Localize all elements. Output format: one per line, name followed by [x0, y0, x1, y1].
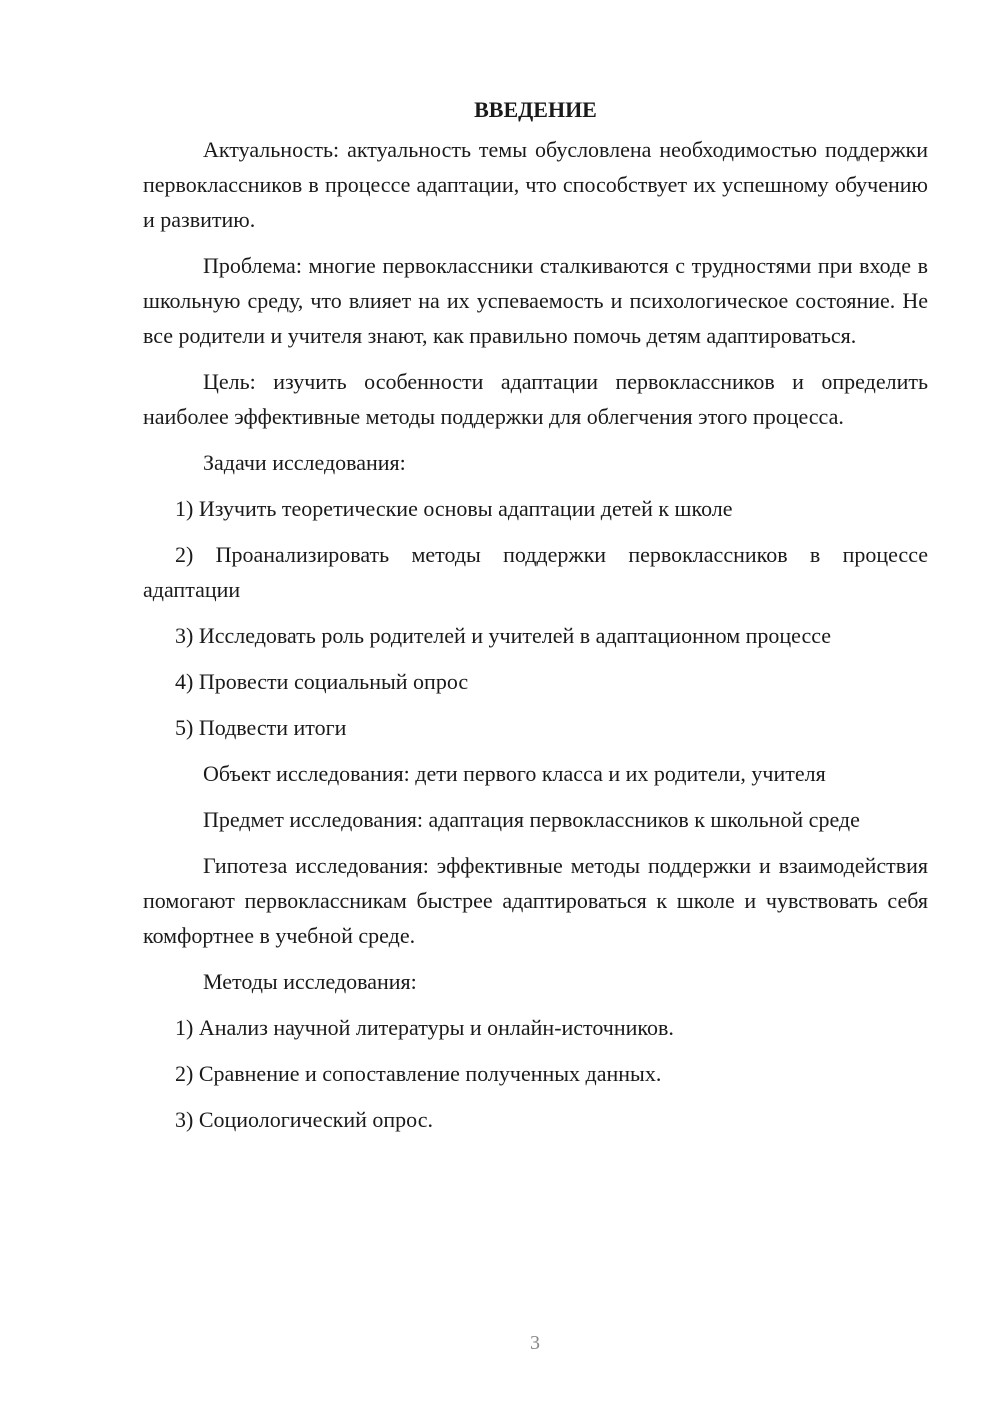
goal-paragraph: Цель: изучить особенности адаптации первоклассников и определить наиболее эффективные методы поддержки для облегчения этого процесса.: [143, 369, 928, 429]
method-item: 3) Социологический опрос.: [175, 1107, 433, 1132]
section-title: ВВЕДЕНИЕ: [474, 97, 597, 122]
hypothesis-paragraph: Гипотеза исследования: эффективные методы поддержки и взаимодействия помогают первоклассникам быстрее адаптироваться к школе и чувствовать себя комфортнее в учебной среде.: [143, 853, 928, 948]
relevance-paragraph: Актуальность: актуальность темы обусловлена необходимостью поддержки первоклассников в процессе адаптации, что способствует их успешному обучению и развитию.: [143, 137, 928, 232]
problem-paragraph: Проблема: многие первоклассники сталкиваются с трудностями при входе в школьную среду, что влияет на их успеваемость и психологическое состояние. Не все родители и учителя знают, как правильно помочь детям адаптироваться.: [143, 253, 928, 348]
task-item: 2) Проанализировать методы поддержки первоклассников в процессе адаптации: [143, 542, 928, 602]
task-item: 4) Провести социальный опрос: [175, 669, 469, 694]
task-item: 1) Изучить теоретические основы адаптации детей к школе: [175, 496, 733, 521]
methods-heading: Методы исследования:: [203, 969, 417, 994]
document-page: [143, 92, 928, 1148]
tasks-heading: Задачи исследования:: [203, 450, 406, 475]
method-item: 1) Анализ научной литературы и онлайн-источников.: [175, 1015, 674, 1040]
method-item: 2) Сравнение и сопоставление полученных данных.: [175, 1061, 662, 1086]
page-number: 3: [530, 1332, 540, 1354]
task-item: 5) Подвести итоги: [175, 715, 347, 740]
subject-paragraph: Предмет исследования: адаптация первоклассников к школьной среде: [203, 807, 860, 832]
task-item: 3) Исследовать роль родителей и учителей в адаптационном процессе: [175, 623, 832, 648]
object-paragraph: Объект исследования: дети первого класса и их родители, учителя: [203, 761, 826, 786]
